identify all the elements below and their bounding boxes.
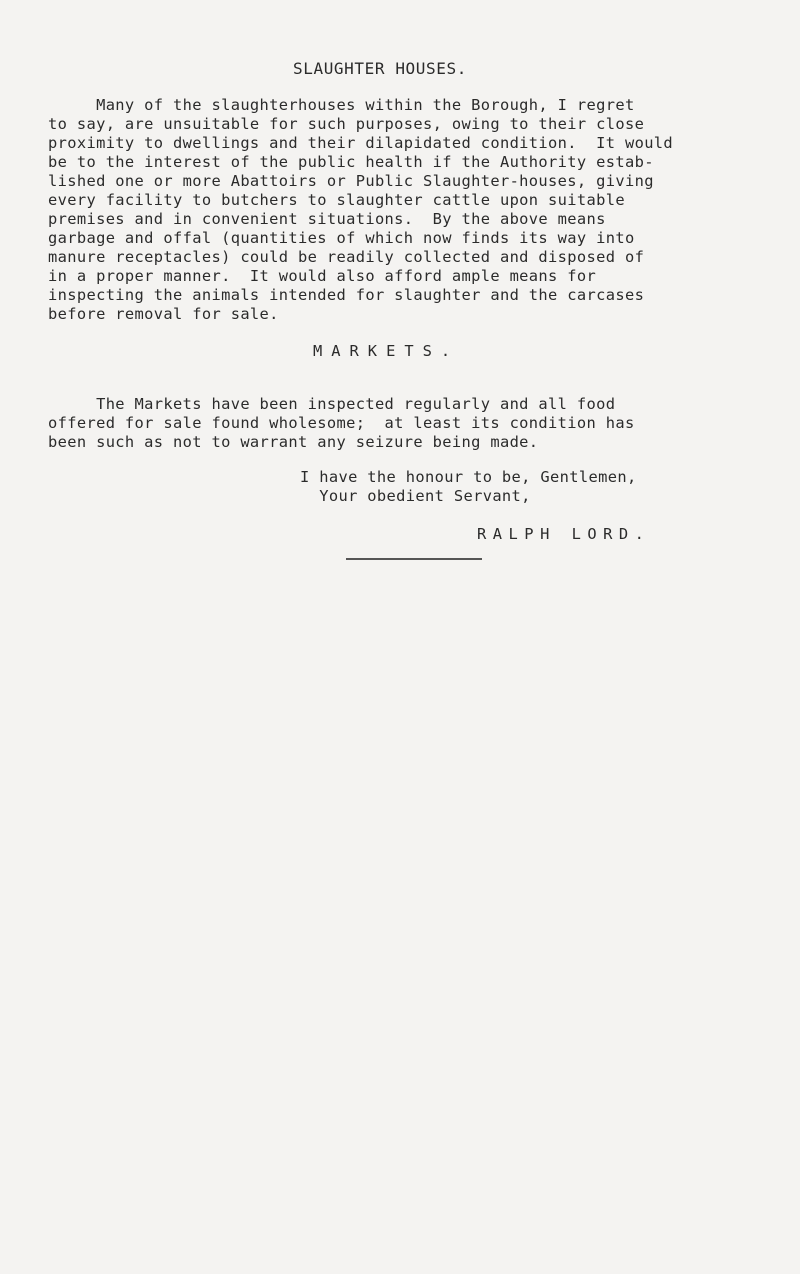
paragraph-line: The Markets have been inspected regularly and all food (48, 395, 616, 413)
paragraph-line: garbage and offal (quantities of which now finds its way into (48, 229, 635, 247)
paragraph-line: been such as not to warrant any seizure being made. (48, 433, 539, 451)
closing-line: I have the honour to be, Gentlemen, (300, 468, 637, 486)
paragraph-line: Many of the slaughterhouses within the Borough, I regret (48, 96, 635, 114)
paragraph-line: be to the interest of the public health if the Authority estab- (48, 153, 654, 171)
paragraph-line: before removal for sale. (48, 305, 279, 323)
paragraph-line: lished one or more Abattoirs or Public Slaughter-houses, giving (48, 172, 654, 190)
paragraph-line: premises and in convenient situations. By the above means (48, 210, 606, 228)
divider-rule (346, 558, 482, 560)
paragraph-line: proximity to dwellings and their dilapidated condition. It would (48, 134, 674, 152)
paragraph-line: in a proper manner. It would also afford ample means for (48, 267, 597, 285)
paragraph-line: manure receptacles) could be readily collected and disposed of (48, 248, 645, 266)
page-title: SLAUGHTER HOUSES. (293, 59, 467, 78)
paragraph-line: to say, are unsuitable for such purposes, owing to their close (48, 115, 645, 133)
closing-line: Your obedient Servant, (300, 487, 531, 505)
paragraph-line: offered for sale found wholesome; at least its condition has (48, 414, 635, 432)
paragraph-line: inspecting the animals intended for slaughter and the carcases (48, 286, 645, 304)
markets-heading: MARKETS. (313, 342, 460, 360)
signature: RALPH LORD. (477, 525, 651, 543)
paragraph-line: every facility to butchers to slaughter cattle upon suitable (48, 191, 625, 209)
